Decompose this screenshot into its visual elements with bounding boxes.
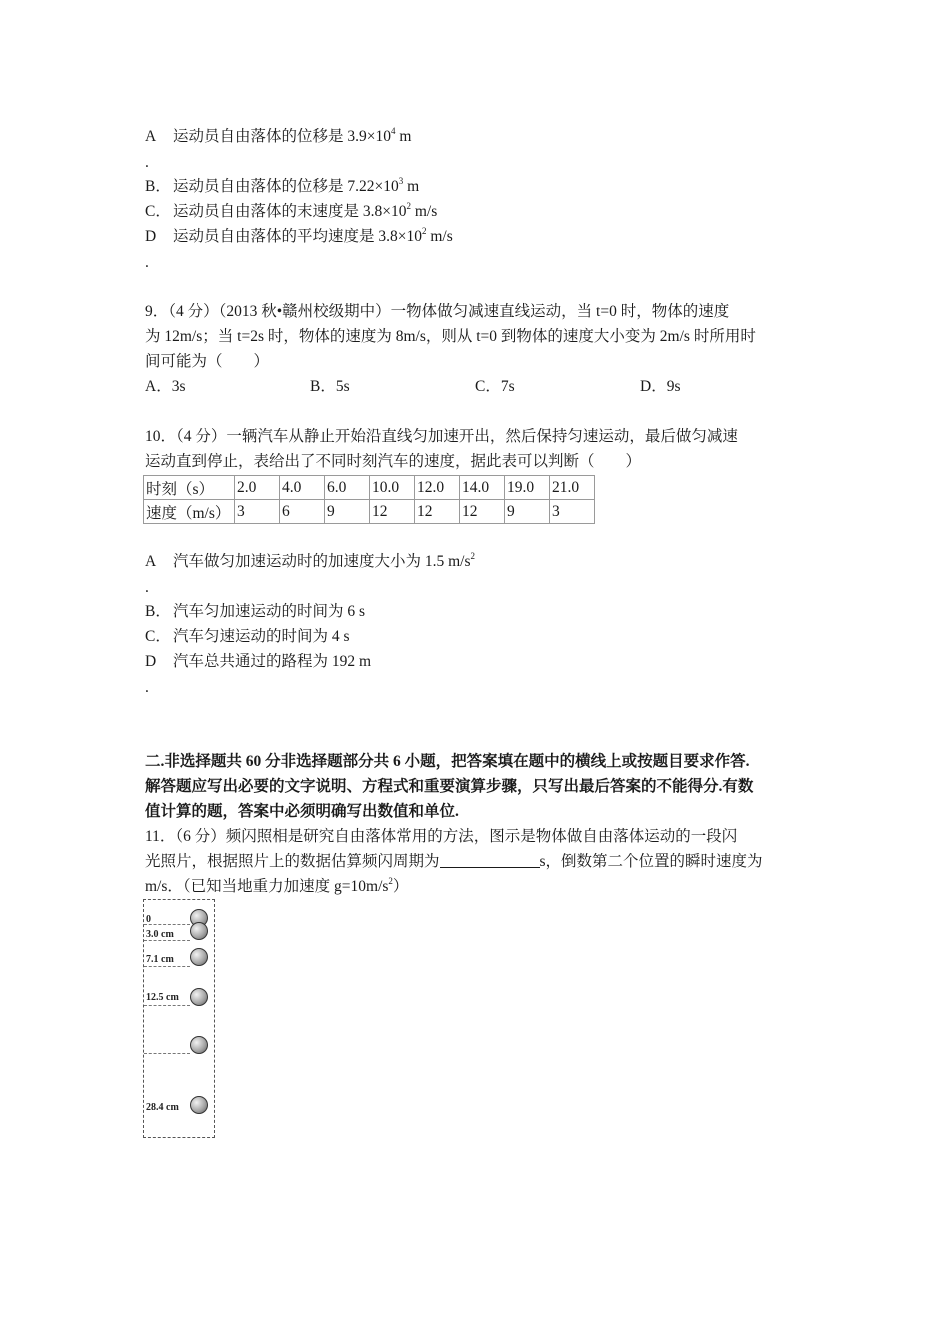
photo-label-7-1cm: 7.1 cm (146, 954, 174, 965)
option-letter: B． (145, 603, 171, 620)
dashed-guide (144, 966, 190, 967)
option-text: 汽车做匀加速运动时的加速度大小为 1.5 m/s (173, 553, 471, 570)
option-text: 汽车匀加速运动的时间为 6 s (173, 603, 366, 620)
dashed-guide (144, 1053, 190, 1054)
q9-stem-line-1: 9．（4 分）（2013 秋•赣州校级期中）一物体做匀减速直线运动，当 t=0 时，物体的速度 (145, 303, 730, 320)
option-unit: m/s (426, 228, 453, 245)
photo-label-28-4cm: 28.4 cm (146, 1102, 179, 1113)
table-cell: 9 (505, 500, 550, 524)
q8-option-d (145, 227, 453, 247)
dashed-guide (144, 940, 190, 941)
option-exponent: 2 (406, 201, 411, 211)
option-text: 运动员自由落体的末速度是 3.8×10 (173, 203, 407, 220)
table-cell: 2.0 (235, 476, 280, 500)
q11-stem-line-1: 11．（6 分）频闪照相是研究自由落体常用的方法，图示是物体做自由落体运动的一段闪 (145, 828, 738, 845)
strobe-photo-figure (143, 899, 215, 1138)
table-cell: 12.0 (415, 476, 460, 500)
table-cell: 14.0 (460, 476, 505, 500)
q8-option-d-dot: . (145, 254, 149, 271)
option-letter: B． (145, 178, 171, 195)
option-text: 运动员自由落体的平均速度是 3.8×10 (173, 228, 422, 245)
table-row-time (144, 476, 595, 500)
photo-label-0: 0 (146, 914, 151, 925)
ball-position-6 (190, 1096, 208, 1114)
option-exponent: 4 (391, 126, 396, 136)
ball-position-4 (190, 988, 208, 1006)
option-text: 运动员自由落体的位移是 3.9×10 (173, 128, 391, 145)
q10-option-a (145, 552, 475, 572)
table-cell: 12 (415, 500, 460, 524)
table-header-speed: 速度（m/s） (144, 500, 235, 524)
table-cell: 9 (325, 500, 370, 524)
ball-position-2 (190, 922, 208, 940)
ball-position-5 (190, 1036, 208, 1054)
q8-option-b (145, 177, 419, 197)
q11-text-after-blank: s，倒数第二个位置的瞬时速度为 (539, 853, 763, 870)
q8-option-a (145, 127, 411, 147)
photo-label-3cm: 3.0 cm (146, 929, 174, 940)
q10-option-a-dot: . (145, 579, 149, 596)
q11-stem-line-2 (145, 852, 763, 872)
option-unit: m/s (411, 203, 438, 220)
q10-option-d (145, 652, 371, 672)
q11-text-line3-end: ） (392, 878, 409, 895)
q8-option-c (145, 202, 437, 222)
q10-option-d-dot: . (145, 679, 149, 696)
q9-choice-d: D．9s (640, 378, 681, 395)
q11-text-line3: m/s．（已知当地重力加速度 g=10m/s (145, 878, 389, 895)
q10-stem-line-2: 运动直到停止，表给出了不同时刻汽车的速度，据此表可以判断（ ） (145, 453, 642, 470)
option-exponent: 3 (398, 176, 404, 186)
table-cell: 3 (550, 500, 595, 524)
table-cell: 10.0 (370, 476, 415, 500)
option-exponent: 2 (470, 551, 476, 561)
table-cell: 4.0 (280, 476, 325, 500)
option-letter: A (145, 553, 157, 570)
section2-heading-line-3: 值计算的题，答案中必须明确写出数值和单位. (145, 803, 459, 820)
answer-blank-period[interactable] (440, 852, 540, 868)
option-text: 运动员自由落体的位移是 7.22×10 (173, 178, 399, 195)
table-cell: 21.0 (550, 476, 595, 500)
q11-text-before-blank: 光照片，根据照片上的数据估算频闪周期为 (145, 853, 440, 870)
table-cell: 19.0 (505, 476, 550, 500)
ball-position-3 (190, 948, 208, 966)
q9-choice-c: C．7s (475, 378, 515, 395)
option-text: 汽车匀速运动的时间为 4 s (173, 628, 350, 645)
table-header-time: 时刻（s） (144, 476, 235, 500)
option-text: 汽车总共通过的路程为 192 m (173, 653, 372, 670)
table-cell: 12 (370, 500, 415, 524)
option-letter: A (145, 128, 157, 145)
option-unit: m (395, 128, 412, 145)
q9-choice-a: A．3s (145, 378, 186, 395)
table-cell: 12 (460, 500, 505, 524)
option-letter: D (145, 228, 157, 245)
table-cell: 6.0 (325, 476, 370, 500)
option-exponent: 2 (422, 226, 427, 236)
q10-option-c (145, 627, 350, 647)
table-cell: 3 (235, 500, 280, 524)
q8-option-a-dot: . (145, 154, 149, 171)
q10-option-b (145, 602, 365, 622)
option-letter: C． (145, 628, 171, 645)
option-letter: D (145, 653, 157, 670)
q9-stem-line-2: 为 12m/s；当 t=2s 时，物体的速度为 8m/s，则从 t=0 到物体的速度大小变为 2m/s 时所用时 (145, 328, 756, 345)
photo-label-12-5cm: 12.5 cm (146, 992, 179, 1003)
q9-choice-b: B．5s (310, 378, 350, 395)
q10-data-table (143, 475, 595, 524)
q10-stem-line-1: 10．（4 分）一辆汽车从静止开始沿直线匀加速开出，然后保持匀速运动，最后做匀减速 (145, 428, 738, 445)
option-unit: m (403, 178, 420, 195)
q11-stem-line-3 (145, 877, 408, 897)
table-row-speed (144, 500, 595, 524)
q9-stem-line-3: 间可能为（ ） (145, 353, 270, 370)
option-letter: C． (145, 203, 171, 220)
section2-heading-line-2: 解答题应写出必要的文字说明、方程式和重要演算步骤，只写出最后答案的不能得分.有数 (145, 778, 754, 795)
section2-heading-line-1: 二.非选择题共 60 分非选择题部分共 6 小题，把答案填在题中的横线上或按题目要求作答. (145, 753, 750, 770)
dashed-guide (144, 1005, 190, 1006)
q11-exponent: 2 (388, 876, 393, 886)
dashed-guide (144, 924, 190, 925)
table-cell: 6 (280, 500, 325, 524)
